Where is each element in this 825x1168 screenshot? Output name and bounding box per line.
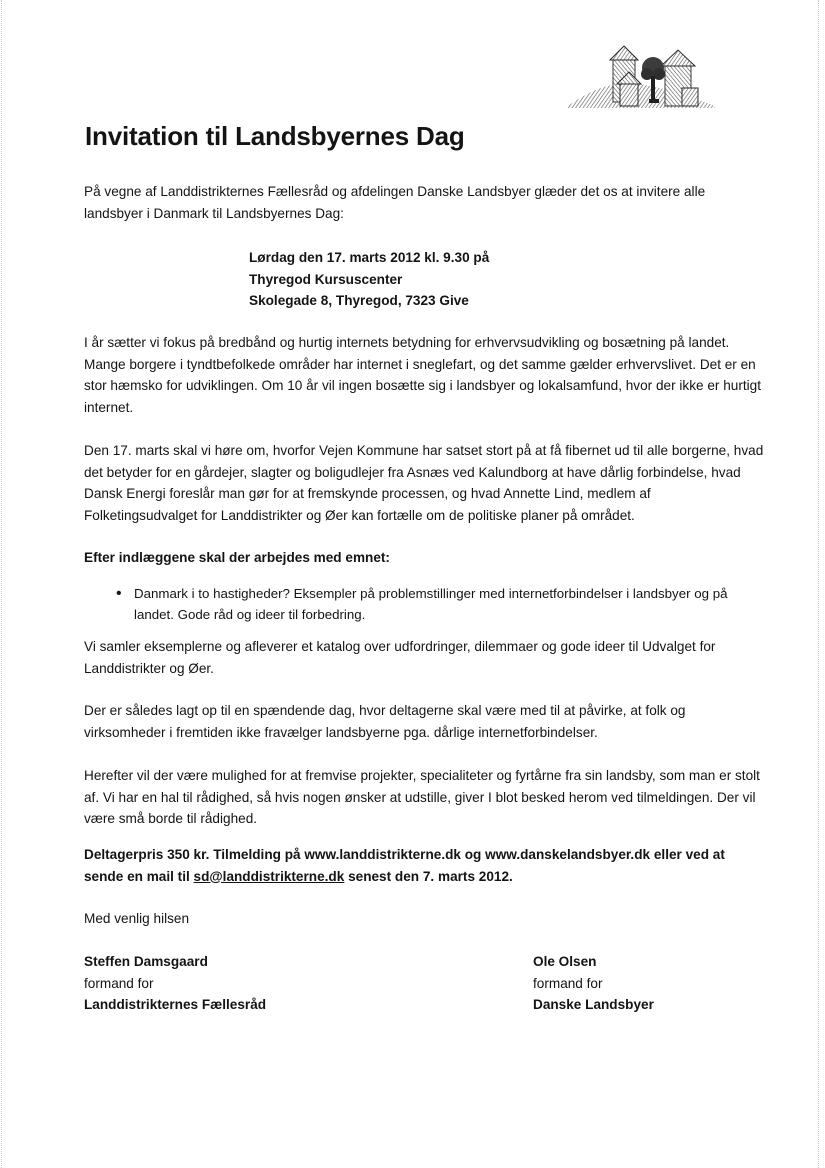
signer-organization: Landdistrikternes Fællesråd — [84, 997, 267, 1012]
signature-block-left — [84, 951, 266, 1016]
registration-paragraph — [84, 844, 764, 887]
signer-name: Steffen Damsgaard — [84, 954, 208, 969]
body-paragraph-3: Vi samler eksemplerne og afleverer et katalog over udfordringer, dilemmaer og gode ideer til Udvalget for Landdistrikter og Øer. — [84, 639, 716, 676]
page-title: Invitation til Landsbyernes Dag — [85, 121, 465, 151]
closing-greeting: Med venlig hilsen — [84, 911, 190, 926]
event-venue: Thyregod Kursuscenter — [249, 271, 403, 287]
event-address: Skolegade 8, Thyregod, 7323 Give — [249, 293, 469, 308]
signer-organization: Danske Landsbyer — [533, 997, 654, 1012]
section-subheading: Efter indlæggene skal der arbejdes med emnet: — [84, 550, 390, 565]
body-paragraph-2: Den 17. marts skal vi høre om, hvorfor Vejen Kommune har satset stort på at få fibernet ud til alle borgerne, hvad det betyder for en gårdejer, slagter og boligudlejer fra Asnæs ved Kalundborg at have dårlig forbindelse, hvad Dansk Energi foreslår man gør for at fremskynde processen, og hvad Annette Lind, medlem af Folketingsudvalget for Landdistrikter og Øer kan fortælle om de politiske planer på området. — [84, 443, 764, 523]
registration-text: Deltagerpris 350 kr. Tilmelding på www.landdistrikterne.dk og www.danskelandsbyer.dk eller ved at sende en mail til — [84, 847, 725, 884]
signer-role: formand for — [533, 975, 603, 991]
email-link[interactable]: sd@landdistrikterne.dk — [193, 868, 345, 884]
signer-name: Ole Olsen — [533, 954, 597, 969]
scan-left-edge — [1, 0, 3, 1168]
body-paragraph-5: Herefter vil der være mulighed for at fremvise projekter, specialiteter og fyrtårne fra sin landsby, som man er stolt af. Vi har en hal til rådighed, så hvis nogen ønsker at udstille, giver I blot besked herom ved tilmeldingen. Der vil være små borde til rådighed. — [84, 768, 760, 826]
signature-block-right — [533, 951, 654, 1016]
intro-paragraph: På vegne af Landdistrikternes Fællesråd og afdelingen Danske Landsbyer glæder det os at invitere alle landsbyer i Danmark til Landsbyernes Dag: — [84, 184, 706, 221]
body-paragraph-1: I år sætter vi fokus på bredbånd og hurtig internets betydning for erhvervsudvikling og bosætning på landet. Mange borgere i tyndtbefolkede områder har internet i sneglefart, og det samme gælder erhvervslivet. Det er en stor hæmsko for udviklingen. Om 10 år vil ingen bosætte sig i landsbyer og lokalsamfund, hvor der ikke er hurtigt internet. — [84, 335, 761, 415]
signer-role: formand for — [84, 975, 154, 991]
body-paragraph-4: Der er således lagt op til en spændende dag, hvor deltagerne skal være med til at påvirke, at folk og virksomheder i fremtiden ikke fravælger landsbyerne pga. dårlige internetforbindelser. — [84, 703, 686, 740]
scan-right-edge — [818, 0, 820, 1168]
registration-deadline: senest den 7. marts 2012. — [344, 868, 513, 884]
bullet-item: Danmark i to hastigheder? Eksempler på problemstillinger med internetforbindelser i landsbyer og på landet. Gode råd og ideer til forbedring. — [134, 586, 728, 622]
village-houses-logo-icon — [565, 44, 715, 110]
event-date: Lørdag den 17. marts 2012 kl. 9.30 på — [249, 250, 490, 265]
event-details — [249, 247, 489, 312]
bullet-marker: • — [116, 585, 122, 602]
